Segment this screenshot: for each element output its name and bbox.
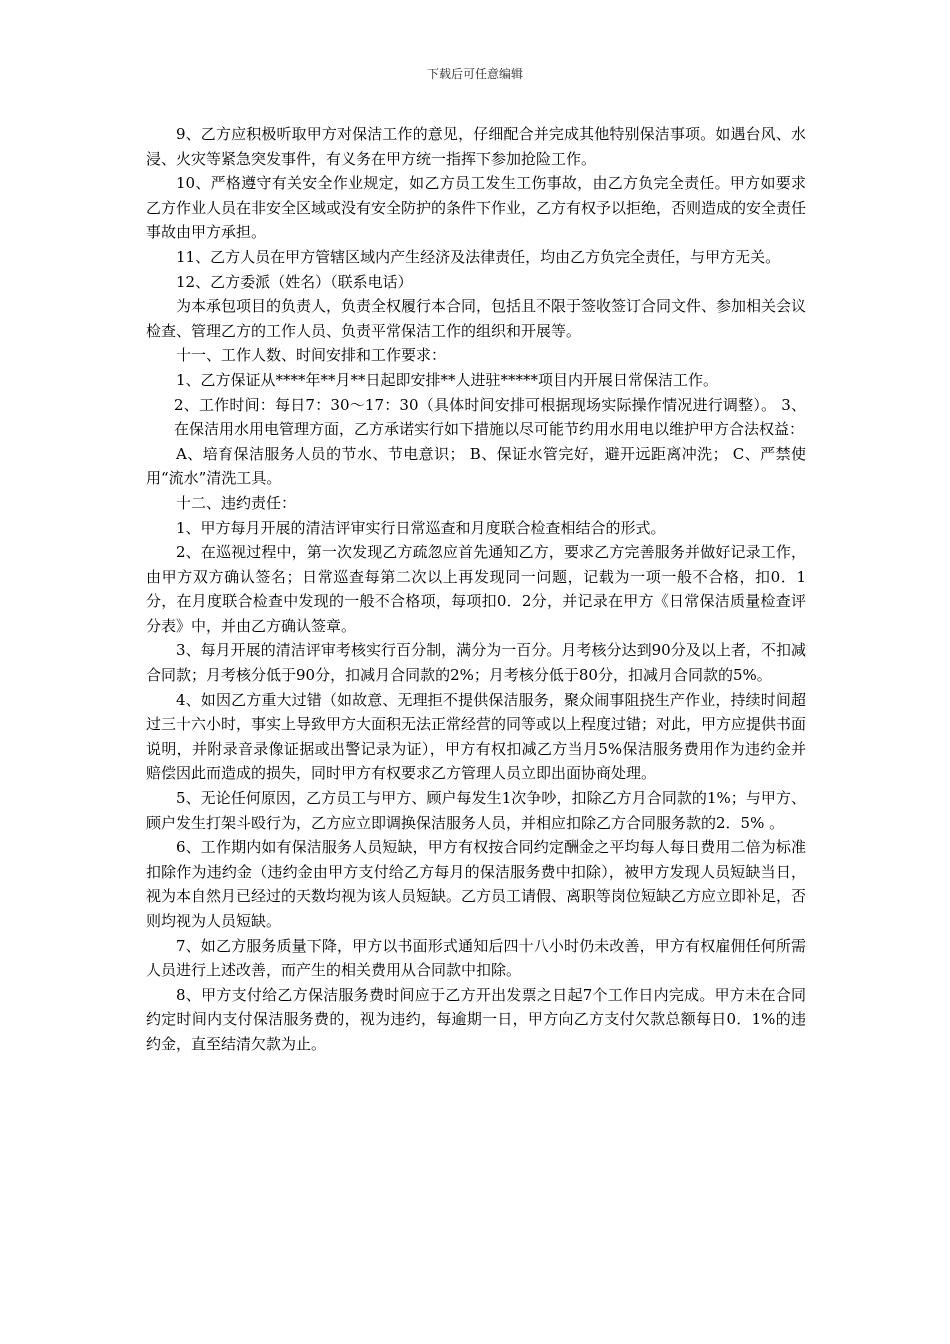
section-12-item-1: 1、甲方每月开展的清洁评审实行日常巡查和月度联合检查相结合的形式。 [176, 518, 666, 537]
clause-10: 10、严格遵守有关安全作业规定，如乙方员工发生工伤事故，由乙方负完全责任。甲方如要求乙方作业人员在非安全区域或没有安全防护的条件下作业，乙方有权予以拒绝，否则造成的安全责任事故由甲方承担。 [146, 174, 807, 242]
section-12-item-2: 2、在巡视过程中，第一次发现乙方疏忽应首先通知乙方，要求乙方完善服务并做好记录工作，由甲方双方确认签名；日常巡查每第二次以上再发现同一问题，记载为一项一般不合格，扣0．1分，在月度联合检查中发现的一般不合格项，每项扣0．2分，并记录在甲方《日常保洁质量检查评分表》中，并由乙方确认签章。 [146, 543, 806, 635]
section-11-item-1: 1、乙方保证从****年**月**日起即安排**人进驻*****项目内开展日常保洁工作。 [176, 370, 719, 389]
section-12-item-5: 5、无论任何原因，乙方员工与甲方、顾户每发生1次争吵，扣除乙方月合同款的1%；与甲方、顾户发生打架斗殴行为，乙方应立即调换保洁服务人员，并相应扣除乙方合同服务款的2．5% 。 [146, 789, 806, 832]
section-12-item-8: 8、甲方支付给乙方保洁服务费时间应于乙方开出发票之日起7个工作日内完成。甲方未在合同约定时间内支付保洁服务费的，视为违约，每逾期一日，甲方向乙方支付欠款总额每日0．1%的违约金，直至结清欠款为止。 [146, 985, 806, 1053]
section-12-item-6: 6、工作期内如有保洁服务人员短缺，甲方有权按合同约定酬金之平均每人每日费用二倍为标准扣除作为违约金（违约金由甲方支付给乙方每月的保洁服务费中扣除），被甲方发现人员短缺当日，视为本自然月已经过的天数均视为该人员短缺。乙方员工请假、离职等岗位短缺乙方应立即补足，否则均视为人员短缺。 [146, 838, 807, 930]
section-12-heading: 十二、违约责任： [176, 493, 297, 512]
section-12-item-3: 3、每月开展的清洁评审考核实行百分制，满分为一百分。月考核分达到90分及以上者，不扣减合同款；月考核分低于90分，扣减月合同款的2%；月考核分低于80分，扣减月合同款的5%。 [146, 641, 806, 685]
clause-9: 9、乙方应积极听取甲方对保洁工作的意见，仔细配合并完成其他特别保洁事项。如遇台风、水浸、火灾等紧急突发事件，有义务在甲方统一指挥下参加抢险工作。 [146, 125, 806, 168]
section-12-item-4: 4、如因乙方重大过错（如故意、无理拒不提供保洁服务，聚众闹事阻挠生产作业，持续时间超过三十六小时，事实上导致甲方大面积无法正常经营的同等或以上程度过错；对此，甲方应提供书面说明，并附录音录像证据或出警记录为证），甲方有权扣减乙方当月5%保洁服务费用作为违约金并赔偿因此而造成的损失，同时甲方有权要求乙方管理人员立即出面协商处理。 [146, 690, 807, 783]
clause-12: 12、乙方委派（姓名）（联系电话） [176, 272, 413, 291]
water-power-measures: A、培育保洁服务人员的节水、节电意识； B、保证水管完好，避开远距离冲洗； C、严禁使用“流水”清洗工具。 [146, 444, 806, 488]
clause-11: 11、乙方人员在甲方管辖区域内产生经济及法律责任，均由乙方负完全责任，与甲方无关。 [176, 247, 781, 266]
section-12-item-7: 7、如乙方服务质量下降，甲方以书面形式通知后四十八小时仍未改善，甲方有权雇佣任何所需人员进行上述改善，而产生的相关费用从合同款中扣除。 [146, 936, 806, 980]
document-body [146, 122, 806, 1057]
section-11-heading: 十一、工作人数、时间安排和工作要求： [176, 346, 447, 365]
section-11-item-2-3: 2、工作时间：每日7：30～17：30（具体时间安排可根据现场实际操作情况进行调整）。 3、在保洁用水用电管理方面，乙方承诺实行如下措施以尽可能节约用水用电以维护甲方合法权益： [174, 395, 806, 439]
page-header: 下载后可任意编辑 [426, 67, 523, 81]
clause-12-detail: 为本承包项目的负责人，负责全权履行本合同，包括且不限于签收签订合同文件、参加相关会议检查、管理乙方的工作人员、负责平常保洁工作的组织和开展等。 [146, 297, 807, 340]
